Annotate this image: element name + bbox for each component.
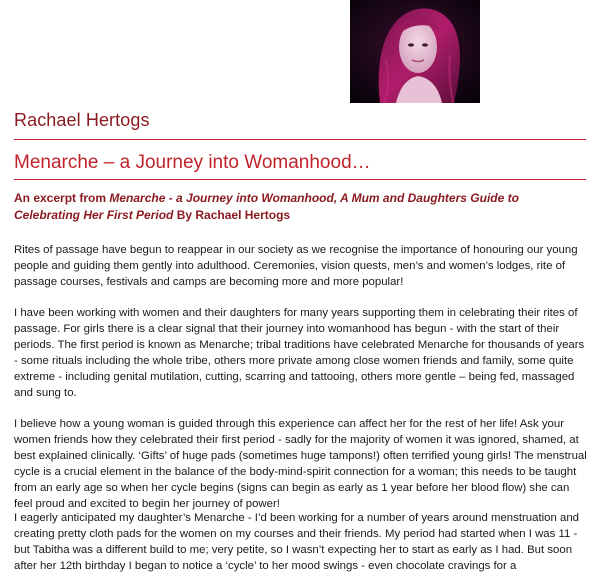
excerpt-intro <box>14 190 586 224</box>
paragraph: I eagerly anticipated my daughter’s Menarche - I’d been working for a number of years around menstruation and creating pretty cloth pads for the women on my courses and their friends. My period had started when I was 11 - but Tabitha was a different build to me; very petite, so I wasn’t expecting her to start as early as I had. But soon after her 12th birthday I began to notice a ‘cycle’ to her mood swings - even chocolate cravings for a <box>14 512 579 572</box>
author-portrait-image <box>350 0 480 103</box>
paragraph: I have been working with women and their daughters for many years supporting them in celebrating their rites of passage. For girls there is a clear signal that their journey into womanhood has begun - with the start of their periods. The first period is known as Menarche; tribal traditions have celebrated Menarche for thousands of years - some rituals including the whole tribe, others more private among close women friends and family, some quite extreme - including genital mutilation, cutting, scarring and tattooing, others more gentle – being fed, massaged and sung to. <box>14 307 585 399</box>
author-name-heading: Rachael Hertogs <box>14 110 150 130</box>
title-divider <box>14 179 586 180</box>
author-divider <box>14 139 586 140</box>
intro-suffix: By Rachael Hertogs <box>173 208 291 222</box>
intro-prefix: An excerpt from <box>14 191 110 205</box>
author-photo <box>350 0 480 103</box>
article-title: Menarche – a Journey into Womanhood… <box>14 152 371 173</box>
paragraph: I believe how a young woman is guided through this experience can affect her for the rest of her life! Ask your women friends how they celebrated their first period - sadly for the majority of women it was ignored, shamed, at best explained clinically. ‘Gifts’ of huge pads (sometimes huge tampons!) often terrified young girls! The menstrual cycle is a crucial element in the balance of the body-mind-spirit connection for a woman; this needs to be taught from an early age so when her cycle begins (signs can begin as early as 1 year before her blood flow) she can feel proud and excited to begin her journey of power! <box>14 418 587 510</box>
paragraph: Rites of passage have begun to reappear in our society as we recognise the importance of honouring our young people and guiding them gently into adulthood. Ceremonies, vision quests, men’s and women’s lodges, rite of passage courses, festivals and camps are becoming more and more popular! <box>14 244 578 288</box>
book-title: Menarche - a Journey into Womanhood, A Mum and Daughters Guide to Celebrating Her First Period <box>14 191 519 222</box>
